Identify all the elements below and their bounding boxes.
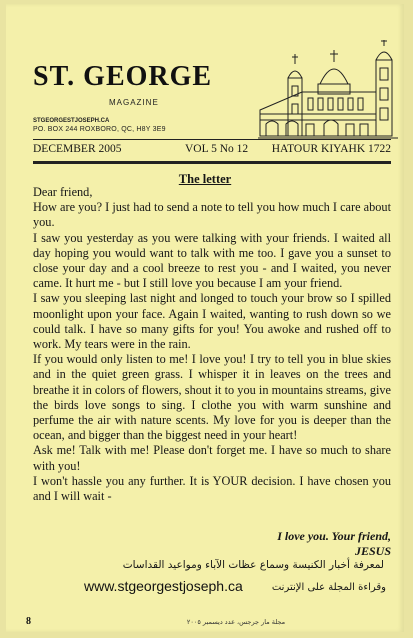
issue-volume: VOL 5 No 12 [185, 143, 249, 155]
promo-arabic-line-1: لمعرفة أخبار الكنيسة وسماع عظات الآباء ومواعيد القداسات [122, 559, 384, 571]
magazine-page [6, 4, 404, 632]
signoff-line: I love you. Your friend, [277, 529, 391, 543]
article-paragraph: Ask me! Talk with me! Please don't forget me. I have so much to share with you! [33, 443, 391, 473]
article-paragraph: How are you? I just had to send a note to tell you how much I care about you. [33, 200, 391, 230]
issue-date: DECEMBER 2005 [33, 143, 122, 155]
masthead-title: ST. GEORGE [33, 61, 213, 92]
article-paragraph: If you would only listen to me! I love you! I try to tell you in blue skies and in the quiet green grass. I whisper it in leaves on the trees and breathe it in colors of flowers, shout it to you in mountains streams, give the birds love songs to sing. I clothe you with warm sunshine and perfume the air with nature scents. My love for you is deeper than the ocean, and bigger than the biggest need in your heart! [33, 352, 391, 443]
article-paragraph: I won't hassle you any further. It is YOUR decision. I have chosen you and I will wait - [33, 473, 391, 504]
issue-info-bar [33, 143, 391, 157]
masthead-website: STGEORGESTJOSEPH.CA [33, 118, 110, 124]
article-heading: The letter [178, 172, 232, 186]
article-signoff [33, 529, 391, 559]
header-rule [33, 139, 391, 140]
church-illustration [258, 40, 398, 140]
issue-coptic-date: HATOUR KIYAHK 1722 [271, 143, 391, 155]
masthead-subtitle: MAGAZINE [109, 98, 159, 107]
article-body [33, 185, 391, 504]
article-paragraph: I saw you yesterday as you were talking with your friends. I waited all day hoping you would want to talk with me too. I gave you a sunset to close your day and a cool breeze to rest you - and I waited, you never came. It hurt me - but I still love you because I am your friend. [33, 230, 391, 291]
footer-arabic: مجلة مار جرجس، عدد ديسمبر ٢٠٠٥ [186, 618, 286, 626]
promo-url[interactable]: www.stgeorgestjoseph.ca [84, 578, 243, 594]
page-number: 8 [26, 616, 31, 627]
promo-arabic-line-2: وقراءة المجلة على الإنترنت [271, 582, 386, 593]
article-paragraph: Dear friend, [33, 185, 93, 199]
masthead-po-box: PO. BOX 244 ROXBORO, QC, H8Y 3E9 [33, 126, 166, 133]
header-thick-rule [33, 161, 391, 164]
signature: JESUS [354, 544, 391, 558]
article-paragraph: I saw you sleeping last night and longed to touch your brow so I spilled moonlight upon your face. Again I waited, wanting to rush down so we could talk. I have so many gifts for you! You awoke and rushed off to work. My tears were in the rain. [33, 291, 391, 352]
